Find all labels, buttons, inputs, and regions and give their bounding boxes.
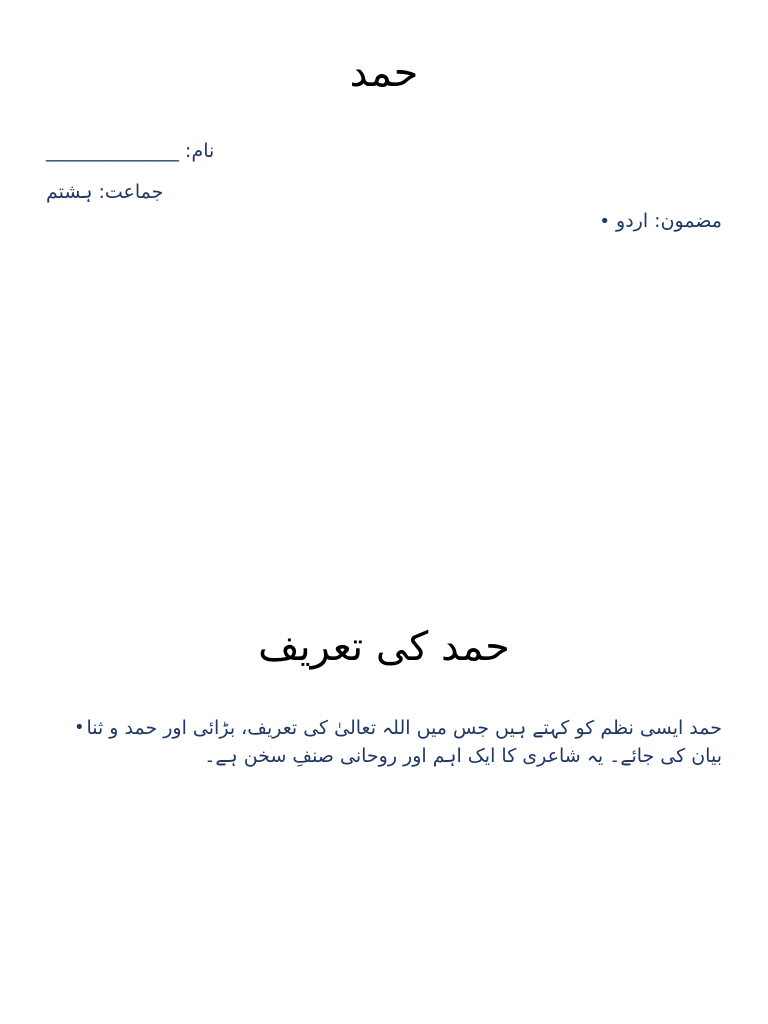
slide-2 [0, 512, 768, 1024]
definition-text: حمد ایسی نظم کو کہتے ہیں جس میں اللہ تعالیٰ کی تعریف، بڑائی اور حمد و ثنا بیان کی جائے۔ یہ شاعری کا ایک اہم اور روحانی صنفِ سخن ہے۔ [86, 717, 722, 767]
slide-1-title: حمد [349, 50, 419, 96]
class-line: جماعت: ہشتم [46, 181, 164, 203]
slide-2-title: حمد کی تعریف [258, 624, 510, 670]
bullet-dot-icon: • [74, 717, 85, 738]
bullet-dot-icon: • [599, 211, 610, 232]
name-field-line: نام: ______________ [46, 140, 215, 162]
subject-text: مضمون: اردو [616, 210, 722, 232]
subject-bullet [581, 210, 722, 232]
definition-bullet [74, 714, 722, 770]
